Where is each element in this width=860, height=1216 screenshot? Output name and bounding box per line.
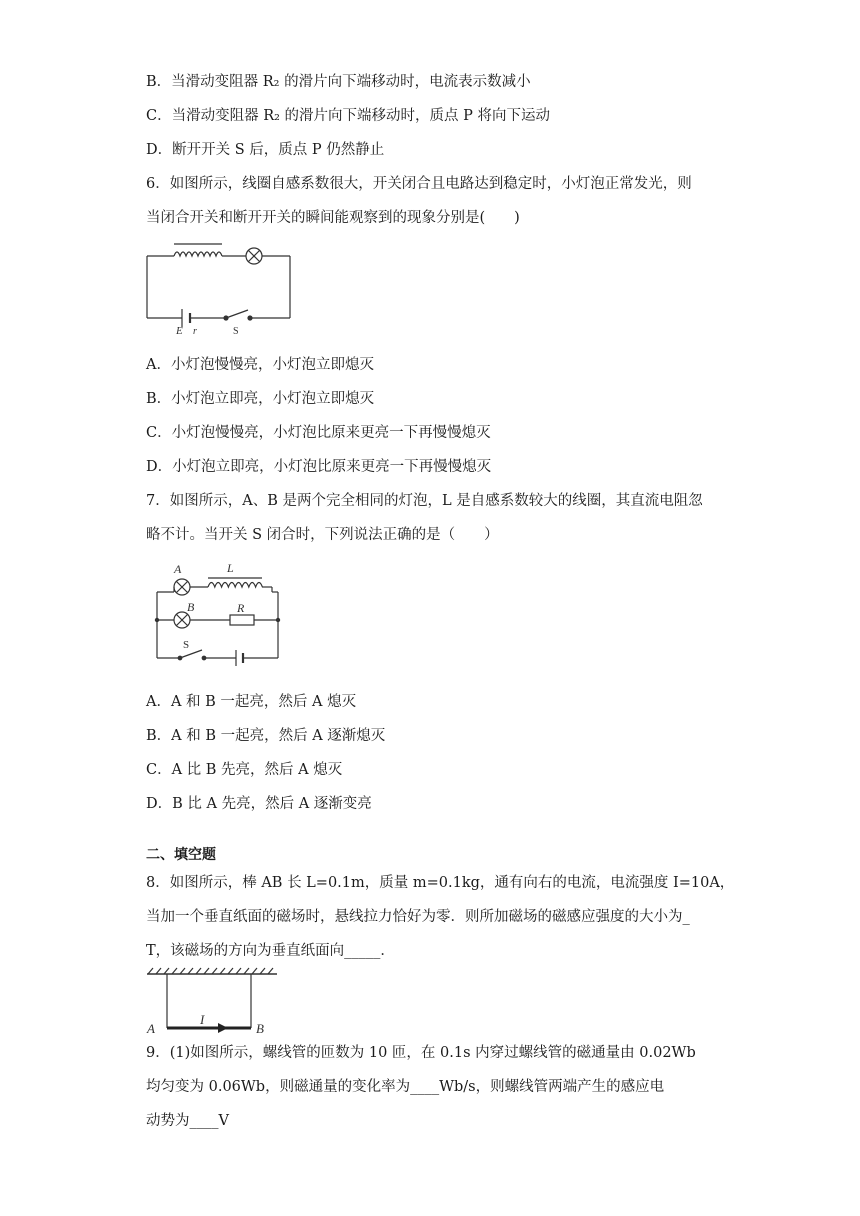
q8-current-arrow [218,1023,228,1033]
q8-line2: 当加一个垂直纸面的磁场时，悬线拉力恰好为零．则所加磁场的磁感应强度的大小为_ [146,909,690,925]
q6-switch-blade [226,310,248,318]
q7-node-right [276,618,280,622]
q6-label-e: E [176,325,183,334]
q7-option-d: D．B 比 A 先亮，然后 A 逐渐变亮 [146,796,372,812]
q7-resistor [230,615,254,625]
q7-label-b: B [187,600,195,614]
q6-option-b: B．小灯泡立即亮，小灯泡立即熄灭 [146,391,375,407]
q7-inductor-coil [208,583,262,588]
q6-option-c: C．小灯泡慢慢亮，小灯泡比原来更亮一下再慢慢熄灭 [146,425,491,441]
q7-label-r: R [237,601,245,615]
q5-option-d: D．断开开关 S 后，质点 P 仍然静止 [146,142,385,158]
q8-line3: T，该磁场的方向为垂直纸面向_____． [146,943,395,959]
q7-label-a: A [174,562,182,576]
section-heading-fill-in: 二、填空题 [146,847,216,863]
q6-circuit-figure [144,238,296,334]
q9-line2: 均匀变为 0.06Wb，则磁通量的变化率为____Wb/s，则螺线管两端产生的感应电 [146,1079,665,1095]
q7-circuit-figure [150,562,284,666]
q6-option-a: A．小灯泡慢慢亮，小灯泡立即熄灭 [146,357,374,373]
q6-label-s: S [233,326,239,334]
q7-option-a: A．A 和 B 一起亮，然后 A 熄灭 [146,694,357,710]
q7-stem-line2: 略不计。当开关 S 闭合时，下列说法正确的是（ ） [146,527,499,543]
q8-label-b: B [256,1021,264,1034]
q5-option-b: B．当滑动变阻器 R₂ 的滑片向下端移动时，电流表示数减小 [146,74,531,90]
q9-line3: 动势为____V [146,1113,229,1129]
q8-ceiling-hatch [148,968,273,974]
q7-label-s: S [183,639,190,651]
q8-label-i: I [200,1012,205,1027]
q8-line1: 8．如图所示，棒 AB 长 L=0.1m，质量 m=0.1kg，通有向右的电流，电流强度 I=10A， [146,875,735,891]
q7-switch-blade [180,650,202,658]
q8-label-a: A [147,1021,155,1034]
q7-node-left [155,618,159,622]
q6-label-r: r [193,326,197,334]
q8-rod-figure [144,964,280,1034]
q5-option-c: C．当滑动变阻器 R₂ 的滑片向下端移动时，质点 P 将向下运动 [146,108,551,124]
q7-option-c: C．A 比 B 先亮，然后 A 熄灭 [146,762,343,778]
q6-stem-line2: 当闭合开关和断开开关的瞬间能观察到的现象分别是( ) [146,210,520,226]
q7-label-l: L [227,562,234,575]
q7-stem-line1: 7．如图所示，A、B 是两个完全相同的灯泡，L 是自感系数较大的线圈，其直流电阻忽 [146,493,703,509]
q6-option-d: D．小灯泡立即亮，小灯泡比原来更亮一下再慢慢熄灭 [146,459,492,475]
q6-switch-contact [248,316,252,320]
q6-inductor-coil [174,252,222,256]
q9-line1: 9．(1)如图所示，螺线管的匝数为 10 匝，在 0.1s 内穿过螺线管的磁通量由 0.02Wb [146,1045,696,1061]
q7-option-b: B．A 和 B 一起亮，然后 A 逐渐熄灭 [146,728,386,744]
q6-stem-line1: 6．如图所示，线圈自感系数很大，开关闭合且电路达到稳定时，小灯泡正常发光，则 [146,176,692,192]
